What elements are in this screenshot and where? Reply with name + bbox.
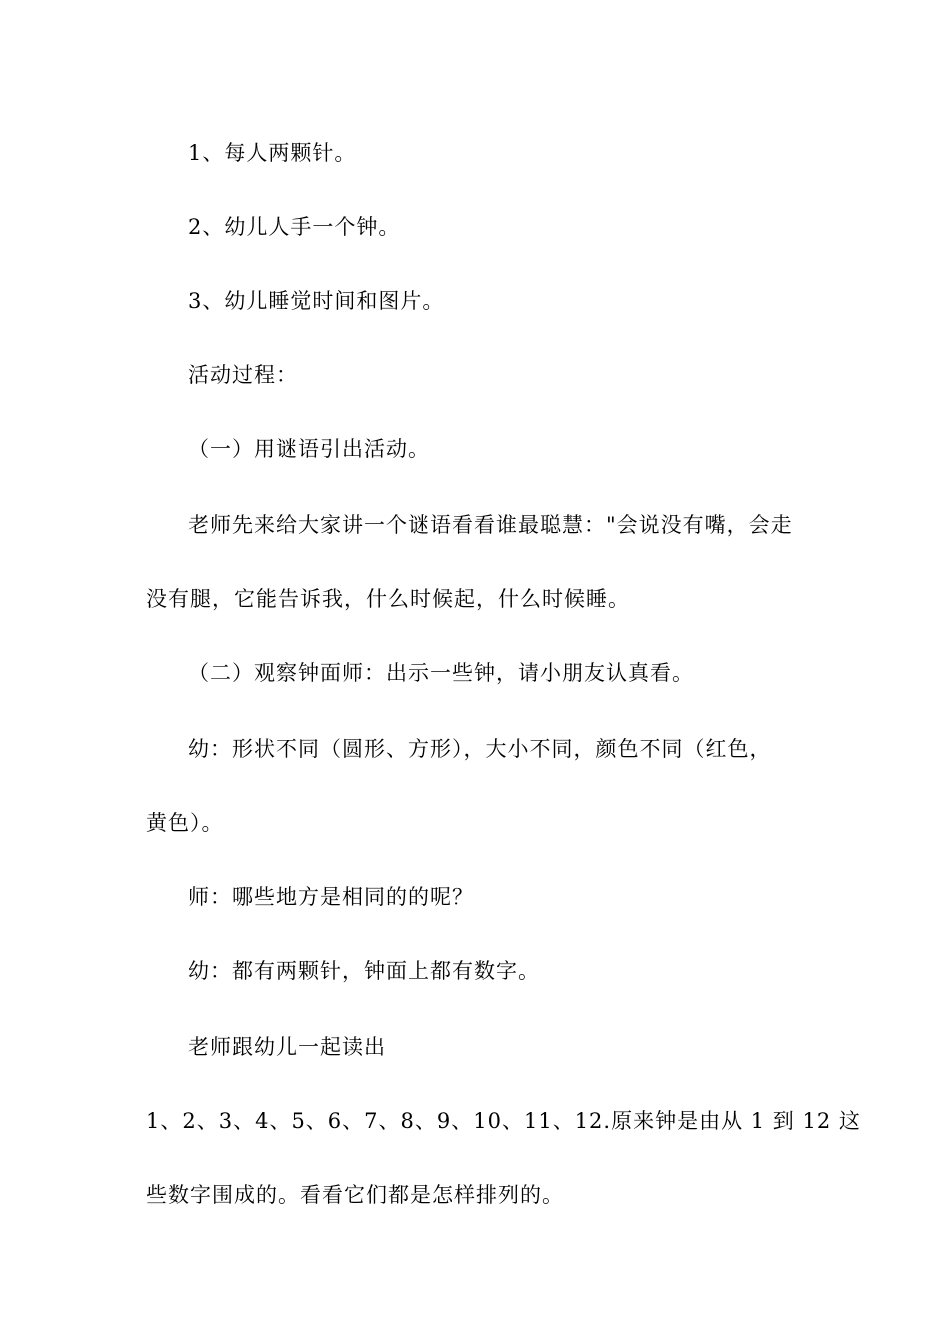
step-1-heading: （一）用谜语引出活动。: [188, 437, 430, 461]
child-answer-common: 幼：都有两颗针，钟面上都有数字。: [188, 959, 540, 983]
material-item-2: 2、幼儿人手一个钟。: [188, 215, 401, 239]
teacher-question: 师：哪些地方是相同的的呢？: [188, 885, 474, 909]
step-2-heading: （二）观察钟面师：出示一些钟，请小朋友认真看。: [188, 661, 694, 685]
paragraph-riddle-line-2: 没有腿，它能告诉我，什么时候起，什么时候睡。: [146, 587, 630, 611]
numbers-line-1: 1、2、3、4、5、6、7、8、9、10、11、12.原来钟是由从 1 到 12 这: [146, 1109, 861, 1133]
paragraph-riddle-line-1: 老师先来给大家讲一个谜语看看谁最聪慧："会说没有嘴，会走: [188, 513, 793, 537]
child-answer-line-2: 黄色）。: [146, 811, 224, 835]
teacher-read-along: 老师跟幼儿一起读出: [188, 1035, 386, 1059]
material-item-1: 1、每人两颗针。: [188, 141, 357, 165]
section-heading-activity-process: 活动过程：: [188, 363, 298, 387]
numbers-line-2: 些数字围成的。看看它们都是怎样排列的。: [146, 1183, 564, 1207]
material-item-3: 3、幼儿睡觉时间和图片。: [188, 289, 445, 313]
child-answer-line-1: 幼：形状不同（圆形、方形），大小不同，颜色不同（红色，: [188, 737, 772, 761]
